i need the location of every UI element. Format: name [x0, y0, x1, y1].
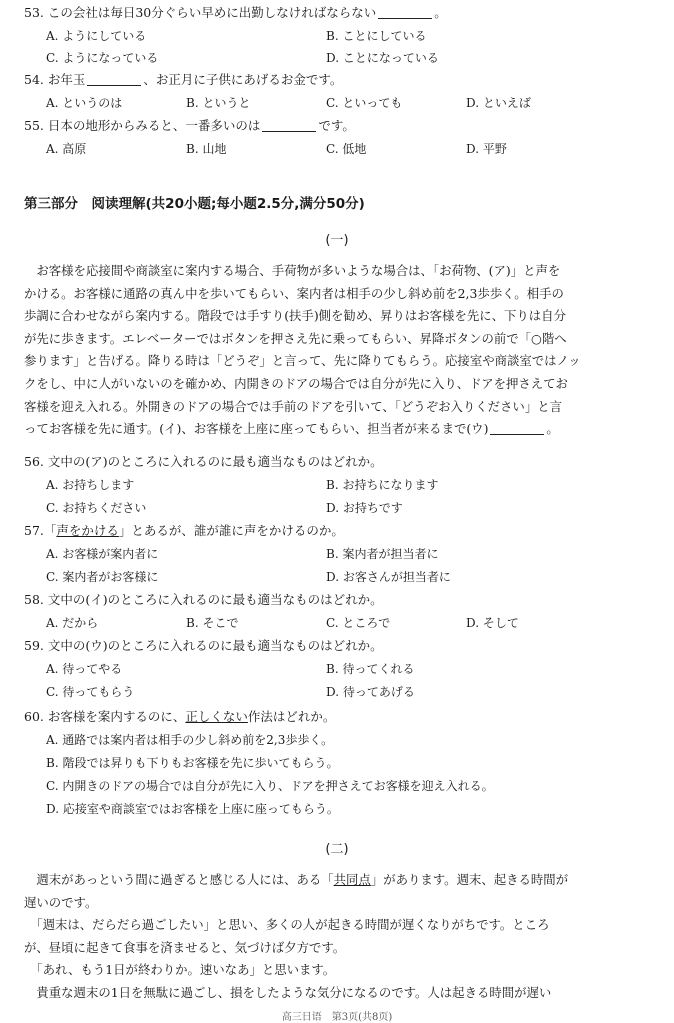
passage-1-title: (一) — [325, 233, 349, 248]
q55-option-c: C. 低地 — [326, 142, 367, 156]
question-57-stem: 57.「声をかける」とあるが、誰が誰に声をかけるのか。 — [24, 523, 344, 538]
question-58-stem: 58. 文中の(イ)のところに入れるのに最も適当なものはどれか。 — [24, 592, 383, 607]
passage-1-line: 参ります」と告げる。降りる時は「どうぞ」と言って、先に降りてもらう。応接室や商談室ではノッ — [24, 353, 581, 369]
q57-option-d: D. お客さんが担当者に — [326, 570, 451, 584]
question-60-stem: 60. お客様を案内するのに、正しくない作法はどれか。 — [24, 709, 336, 724]
q60-option-d: D. 応接室や商談室ではお客様を上座に座ってもらう。 — [46, 802, 339, 816]
q58-option-a: A. だから — [46, 616, 99, 630]
passage-2-line: 「あれ、もう1日が終わりか。速いなあ」と思います。 — [24, 962, 336, 978]
passage-1-line: お客様を応接間や商談室に案内する場合、手荷物が多いような場合は、「お荷物、(ア)」と声を — [24, 263, 561, 278]
passage-1-line: かける。お客様に通路の真ん中を歩いてもらい、案内者は相手の少し斜め前を2,3歩歩く。相手の — [24, 285, 564, 301]
q58-option-b: B. そこで — [186, 616, 239, 630]
q57-option-c: C. 案内者がお客様に — [46, 570, 159, 584]
q54-option-b: B. というと — [186, 96, 251, 110]
passage-1-line: 歩調に合わせながら案内する。階段では手すり(扶手)側を勧め、昇りはお客様を先に、下りは自分 — [24, 308, 566, 324]
passage-1-line: クをし、中に人がいないのを確かめ、内開きのドアの場合では自分が先に入り、ドアを押さえてお — [24, 375, 568, 391]
passage-1-line: が先に歩きます。エレベーターではボタンを押さえ先に乗ってもらい、昇降ボタンの前で「○階へ — [24, 330, 567, 346]
q57-option-b: B. 案内者が担当者に — [326, 547, 439, 561]
question-59-stem: 59. 文中の(ウ)のところに入れるのに最も適当なものはどれか。 — [24, 638, 383, 653]
q59-option-c: C. 待ってもらう — [46, 685, 135, 699]
question-53-stem: 53. この会社は毎日30分ぐらい早めに出勤しなければならない 。 — [24, 5, 447, 20]
q57-option-a: A. お客様が案内者に — [46, 547, 159, 561]
passage-1-last-line: ってお客様を先に通す。(イ)、お客様を上座に座ってもらい、担当者が来るまで(ウ) 。 — [24, 421, 559, 437]
q54-option-d: D. といえば — [466, 96, 531, 110]
q53-option-b: B. ことにしている — [326, 29, 427, 43]
passage-2-title: (二) — [325, 842, 349, 857]
q59-option-b: B. 待ってくれる — [326, 662, 415, 676]
passage-2 — [24, 869, 628, 1005]
question-55-stem: 55. 日本の地形からみると、一番多いのは です。 — [24, 118, 355, 133]
q56-option-c: C. お持ちください — [46, 501, 147, 515]
page-footer: 高三日语 第3页(共8页) — [281, 1012, 393, 1023]
passage-2-line: 「週末は、だらだら過ごしたい」と思い、多くの人が起きる時間が遅くなりがちです。ところ — [24, 917, 550, 933]
section-3-heading: 第三部分 阅读理解(共20小题;每小题2.5分,满分50分) — [24, 196, 365, 212]
q54-option-c: C. といっても — [326, 96, 403, 110]
q53-option-c: C. ようになっている — [46, 51, 159, 65]
q55-option-a: A. 高原 — [46, 142, 87, 156]
passage-2-line: 遅いのです。 — [24, 894, 98, 910]
passage-2-line: 週末があっという間に過ぎると感じる人には、ある「共同点」があります。週末、起きる時間が — [24, 872, 569, 887]
q59-option-a: A. 待ってやる — [46, 662, 123, 676]
q58-option-d: D. そして — [466, 616, 519, 630]
passage-2-line: 貴重な週末の1日を無駄に過ごし、損をしたような気分になるのです。人は起きる時間が遅い — [24, 984, 552, 1000]
q54-option-a: A. というのは — [46, 96, 123, 110]
q53-option-a: A. ようにしている — [46, 29, 147, 43]
question-56-stem: 56. 文中の(ア)のところに入れるのに最も適当なものはどれか。 — [24, 454, 383, 469]
q59-option-d: D. 待ってあげる — [326, 685, 415, 699]
q56-option-b: B. お持ちになります — [326, 478, 439, 492]
q56-option-a: A. お持ちします — [46, 478, 135, 492]
q60-option-a: A. 通路では案内者は相手の少し斜め前を2,3歩歩く。 — [46, 733, 334, 747]
passage-1 — [24, 260, 628, 441]
passage-1-line: 客様を迎え入れる。外開きのドアの場合では手前のドアを引いて、「どうぞお入りください」と言 — [24, 398, 562, 414]
q60-option-c: C. 内開きのドアの場合では自分が先に入り、ドアを押さえてお客様を迎え入れる。 — [46, 779, 494, 793]
q60-option-b: B. 階段では昇りも下りもお客様を先に歩いてもらう。 — [46, 756, 339, 770]
passage-2-line: が、昼頃に起きて食事を済ませると、気づけば夕方です。 — [24, 939, 346, 955]
q56-option-d: D. お持ちです — [326, 501, 403, 515]
q55-option-b: B. 山地 — [186, 142, 227, 156]
q55-option-d: D. 平野 — [466, 142, 507, 156]
q58-option-c: C. ところで — [326, 616, 391, 630]
q53-option-d: D. ことになっている — [326, 51, 439, 65]
question-54-stem: 54. お年玉 、お正月に子供にあげるお金です。 — [24, 72, 343, 87]
